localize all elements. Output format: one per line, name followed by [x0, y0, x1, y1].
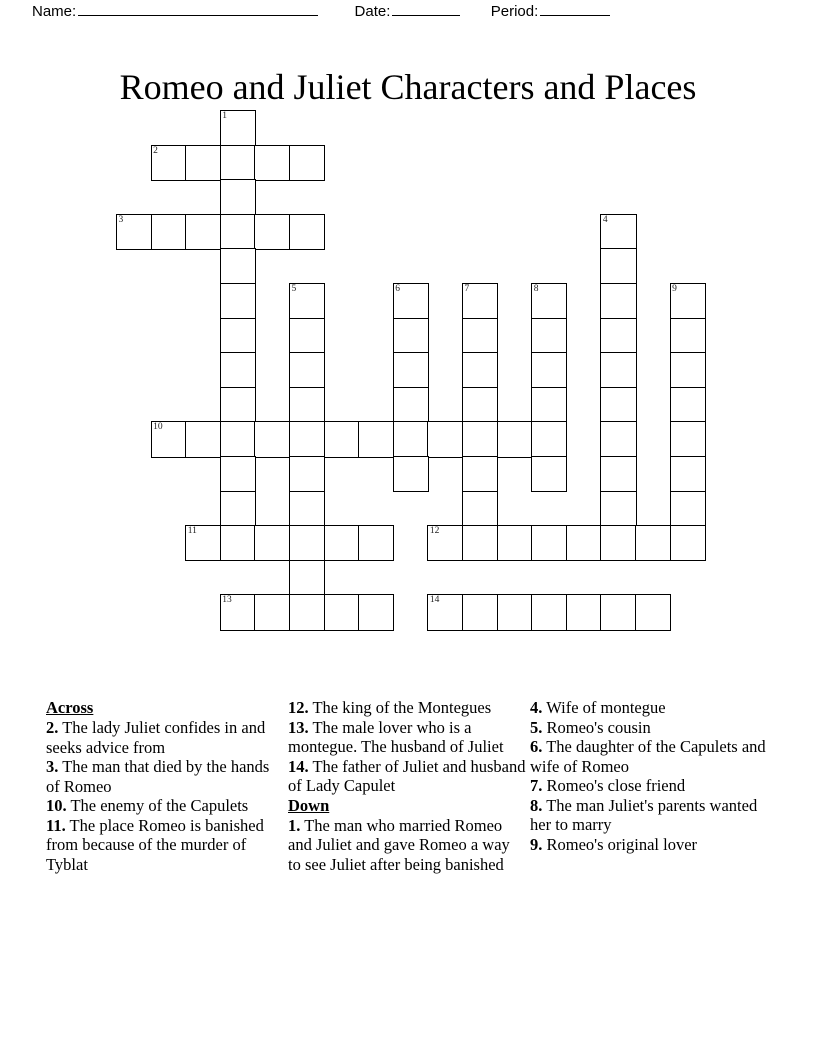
crossword-cell[interactable] [151, 145, 187, 181]
crossword-cell[interactable] [393, 352, 429, 388]
crossword-cell[interactable] [670, 318, 706, 354]
clue-number: 2. [46, 718, 59, 737]
cell-number: 6 [395, 284, 401, 294]
crossword-cell[interactable] [670, 456, 706, 492]
crossword-cell[interactable] [600, 387, 636, 423]
clue-item: 6. The daughter of the Capulets and wife of Romeo [530, 737, 766, 776]
name-label: Name: [32, 3, 77, 20]
crossword-cell[interactable] [289, 491, 325, 527]
crossword-cell[interactable] [600, 248, 636, 284]
clue-number: 11. [46, 815, 66, 835]
cell-number: 2 [153, 145, 158, 156]
crossword-cell[interactable] [393, 421, 429, 457]
crossword-cell[interactable] [220, 421, 256, 457]
clue-number: 4. [530, 698, 543, 717]
clue-item: 5. Romeo's cousin [530, 717, 651, 737]
clue-item: 12. The king of the Montegues [288, 698, 492, 717]
date-label: Date: [354, 3, 391, 20]
cell-number: 11 [187, 526, 197, 537]
crossword-cell[interactable] [289, 387, 325, 423]
crossword-cell[interactable] [324, 594, 360, 630]
crossword-cell[interactable] [462, 421, 498, 457]
cell-number: 12 [429, 526, 440, 537]
clue-item: 7. Romeo's close friend [530, 776, 686, 795]
crossword-cell[interactable] [358, 421, 394, 457]
page-title: Romeo and Juliet Characters and Places [119, 67, 697, 108]
down-heading: Down [288, 795, 330, 815]
crossword-cell[interactable] [670, 491, 706, 527]
crossword-cell[interactable] [254, 421, 290, 457]
crossword-cell[interactable] [220, 456, 256, 492]
clue-item: 2. The lady Juliet confides in and seeks advice from [46, 718, 266, 757]
crossword-cell[interactable] [531, 352, 567, 388]
crossword-cell[interactable] [462, 387, 498, 423]
clue-item: 8. The man Juliet's parents wanted her to marry [530, 795, 758, 834]
crossword-cell[interactable] [358, 525, 394, 561]
clue-item: 1. The man who married Romeo and Juliet and gave Romeo a way to see Juliet after being banished [288, 815, 510, 874]
crossword-cell[interactable] [531, 318, 567, 354]
crossword-cell[interactable] [220, 387, 256, 423]
crossword-cell[interactable] [289, 318, 325, 354]
cell-number: 1 [222, 111, 228, 121]
crossword-cell[interactable] [670, 283, 706, 319]
crossword-cell[interactable] [427, 421, 463, 457]
crossword-cell[interactable] [462, 352, 498, 388]
crossword-cell[interactable] [324, 421, 360, 457]
clue-number: 7. [530, 776, 543, 795]
crossword-cell[interactable] [289, 214, 325, 250]
crossword-cell[interactable] [497, 421, 533, 457]
crossword-cell[interactable] [220, 145, 256, 181]
clue-item: 14. The father of Juliet and husband of Lady Capulet [288, 756, 526, 795]
cell-number: 8 [533, 284, 539, 294]
crossword-cell[interactable] [393, 283, 429, 319]
crossword-cell[interactable] [497, 594, 533, 630]
clue-number: 3. [46, 757, 59, 776]
crossword-cell[interactable] [289, 560, 325, 596]
crossword-cell[interactable] [220, 110, 256, 146]
crossword-cell[interactable] [462, 594, 498, 630]
clue-number: 14. [288, 756, 309, 776]
crossword-cell[interactable] [531, 594, 567, 630]
clue-column-1 [46, 698, 284, 874]
crossword-cell[interactable] [393, 318, 429, 354]
crossword-cell[interactable] [635, 594, 671, 630]
crossword-cell[interactable] [462, 525, 498, 561]
cell-number: 4 [602, 214, 608, 225]
crossword-cell[interactable] [289, 594, 325, 630]
crossword-cell[interactable] [254, 145, 290, 181]
cell-number: 13 [222, 595, 232, 606]
crossword-cell[interactable] [220, 352, 256, 388]
clue-number: 6. [530, 737, 543, 756]
crossword-cell[interactable] [670, 525, 706, 561]
clue-number: 9. [530, 834, 543, 854]
crossword-cell[interactable] [289, 283, 325, 319]
crossword-cell[interactable] [220, 179, 256, 215]
crossword-cell[interactable] [600, 283, 636, 319]
crossword-cell[interactable] [566, 525, 602, 561]
crossword-cell[interactable] [462, 318, 498, 354]
crossword-cell[interactable] [151, 214, 187, 250]
crossword-cell[interactable] [531, 387, 567, 423]
clue-number: 1. [288, 815, 301, 835]
crossword-cell[interactable] [600, 594, 636, 630]
crossword-cell[interactable] [324, 525, 360, 561]
crossword-cell[interactable] [254, 214, 290, 250]
across-heading: Across [46, 698, 94, 717]
crossword-cell[interactable] [289, 421, 325, 457]
clue-number: 8. [530, 795, 543, 815]
crossword-cell[interactable] [220, 318, 256, 354]
crossword-cell[interactable] [600, 456, 636, 492]
clue-item: 4. Wife of montegue [530, 698, 666, 717]
clue-item: 11. The place Romeo is banished from because of the murder of Tyblat [46, 815, 264, 874]
crossword-cell[interactable] [670, 421, 706, 457]
clue-column-2 [288, 698, 526, 874]
crossword-cell[interactable] [635, 525, 671, 561]
crossword-cell[interactable] [531, 525, 567, 561]
crossword-cell[interactable] [185, 421, 221, 457]
crossword-cell[interactable] [220, 594, 256, 630]
cell-number: 14 [429, 595, 440, 606]
crossword-cell[interactable] [600, 214, 636, 250]
clues-section [0, 698, 816, 998]
crossword-cell[interactable] [185, 145, 221, 181]
cell-number: 7 [464, 284, 470, 294]
crossword-cell[interactable] [254, 525, 290, 561]
clue-number: 12. [288, 698, 309, 717]
crossword-cell[interactable] [531, 456, 567, 492]
cell-number: 5 [291, 284, 297, 294]
crossword-cell[interactable] [254, 594, 290, 630]
clue-number: 5. [530, 717, 543, 737]
crossword-cell[interactable] [289, 145, 325, 181]
crossword-cell[interactable] [220, 283, 256, 319]
crossword-cell[interactable] [220, 214, 256, 250]
crossword-cell[interactable] [185, 525, 221, 561]
crossword-cell[interactable] [600, 525, 636, 561]
crossword-cell[interactable] [358, 594, 394, 630]
crossword-cell[interactable] [670, 352, 706, 388]
crossword-cell[interactable] [220, 248, 256, 284]
crossword-cell[interactable] [220, 491, 256, 527]
clue-item: 3. The man that died by the hands of Romeo [46, 757, 270, 796]
crossword-cell[interactable] [220, 525, 256, 561]
crossword-cell[interactable] [462, 456, 498, 492]
crossword-cell[interactable] [600, 491, 636, 527]
crossword-cell[interactable] [531, 283, 567, 319]
crossword-cell[interactable] [289, 352, 325, 388]
clue-item: 13. The male lover who is a montegue. The husband of Juliet [288, 717, 504, 756]
crossword-cell[interactable] [289, 456, 325, 492]
period-label: Period: [490, 3, 539, 20]
crossword-cell[interactable] [462, 283, 498, 319]
clue-number: 10. [46, 796, 67, 815]
clue-column-3 [530, 698, 780, 854]
cell-number: 10 [153, 422, 163, 433]
clue-item: 9. Romeo's original lover [530, 834, 698, 854]
crossword-cell[interactable] [289, 525, 325, 561]
crossword-cell[interactable] [116, 214, 152, 250]
crossword-cell[interactable] [600, 421, 636, 457]
crossword-cell[interactable] [600, 318, 636, 354]
crossword-cell[interactable] [185, 214, 221, 250]
cell-number: 9 [672, 284, 677, 294]
crossword-cell[interactable] [462, 491, 498, 527]
crossword-cell[interactable] [393, 387, 429, 423]
clue-number: 13. [288, 717, 309, 737]
crossword-cell[interactable] [531, 421, 567, 457]
crossword-cell[interactable] [427, 594, 463, 630]
crossword-cell[interactable] [151, 421, 187, 457]
crossword-cell[interactable] [566, 594, 602, 630]
crossword-cell[interactable] [393, 456, 429, 492]
clue-item: 10. The enemy of the Capulets [46, 796, 249, 815]
crossword-cell[interactable] [600, 352, 636, 388]
crossword-cell[interactable] [497, 525, 533, 561]
crossword-cell[interactable] [427, 525, 463, 561]
cell-number: 3 [118, 214, 124, 225]
crossword-cell[interactable] [670, 387, 706, 423]
